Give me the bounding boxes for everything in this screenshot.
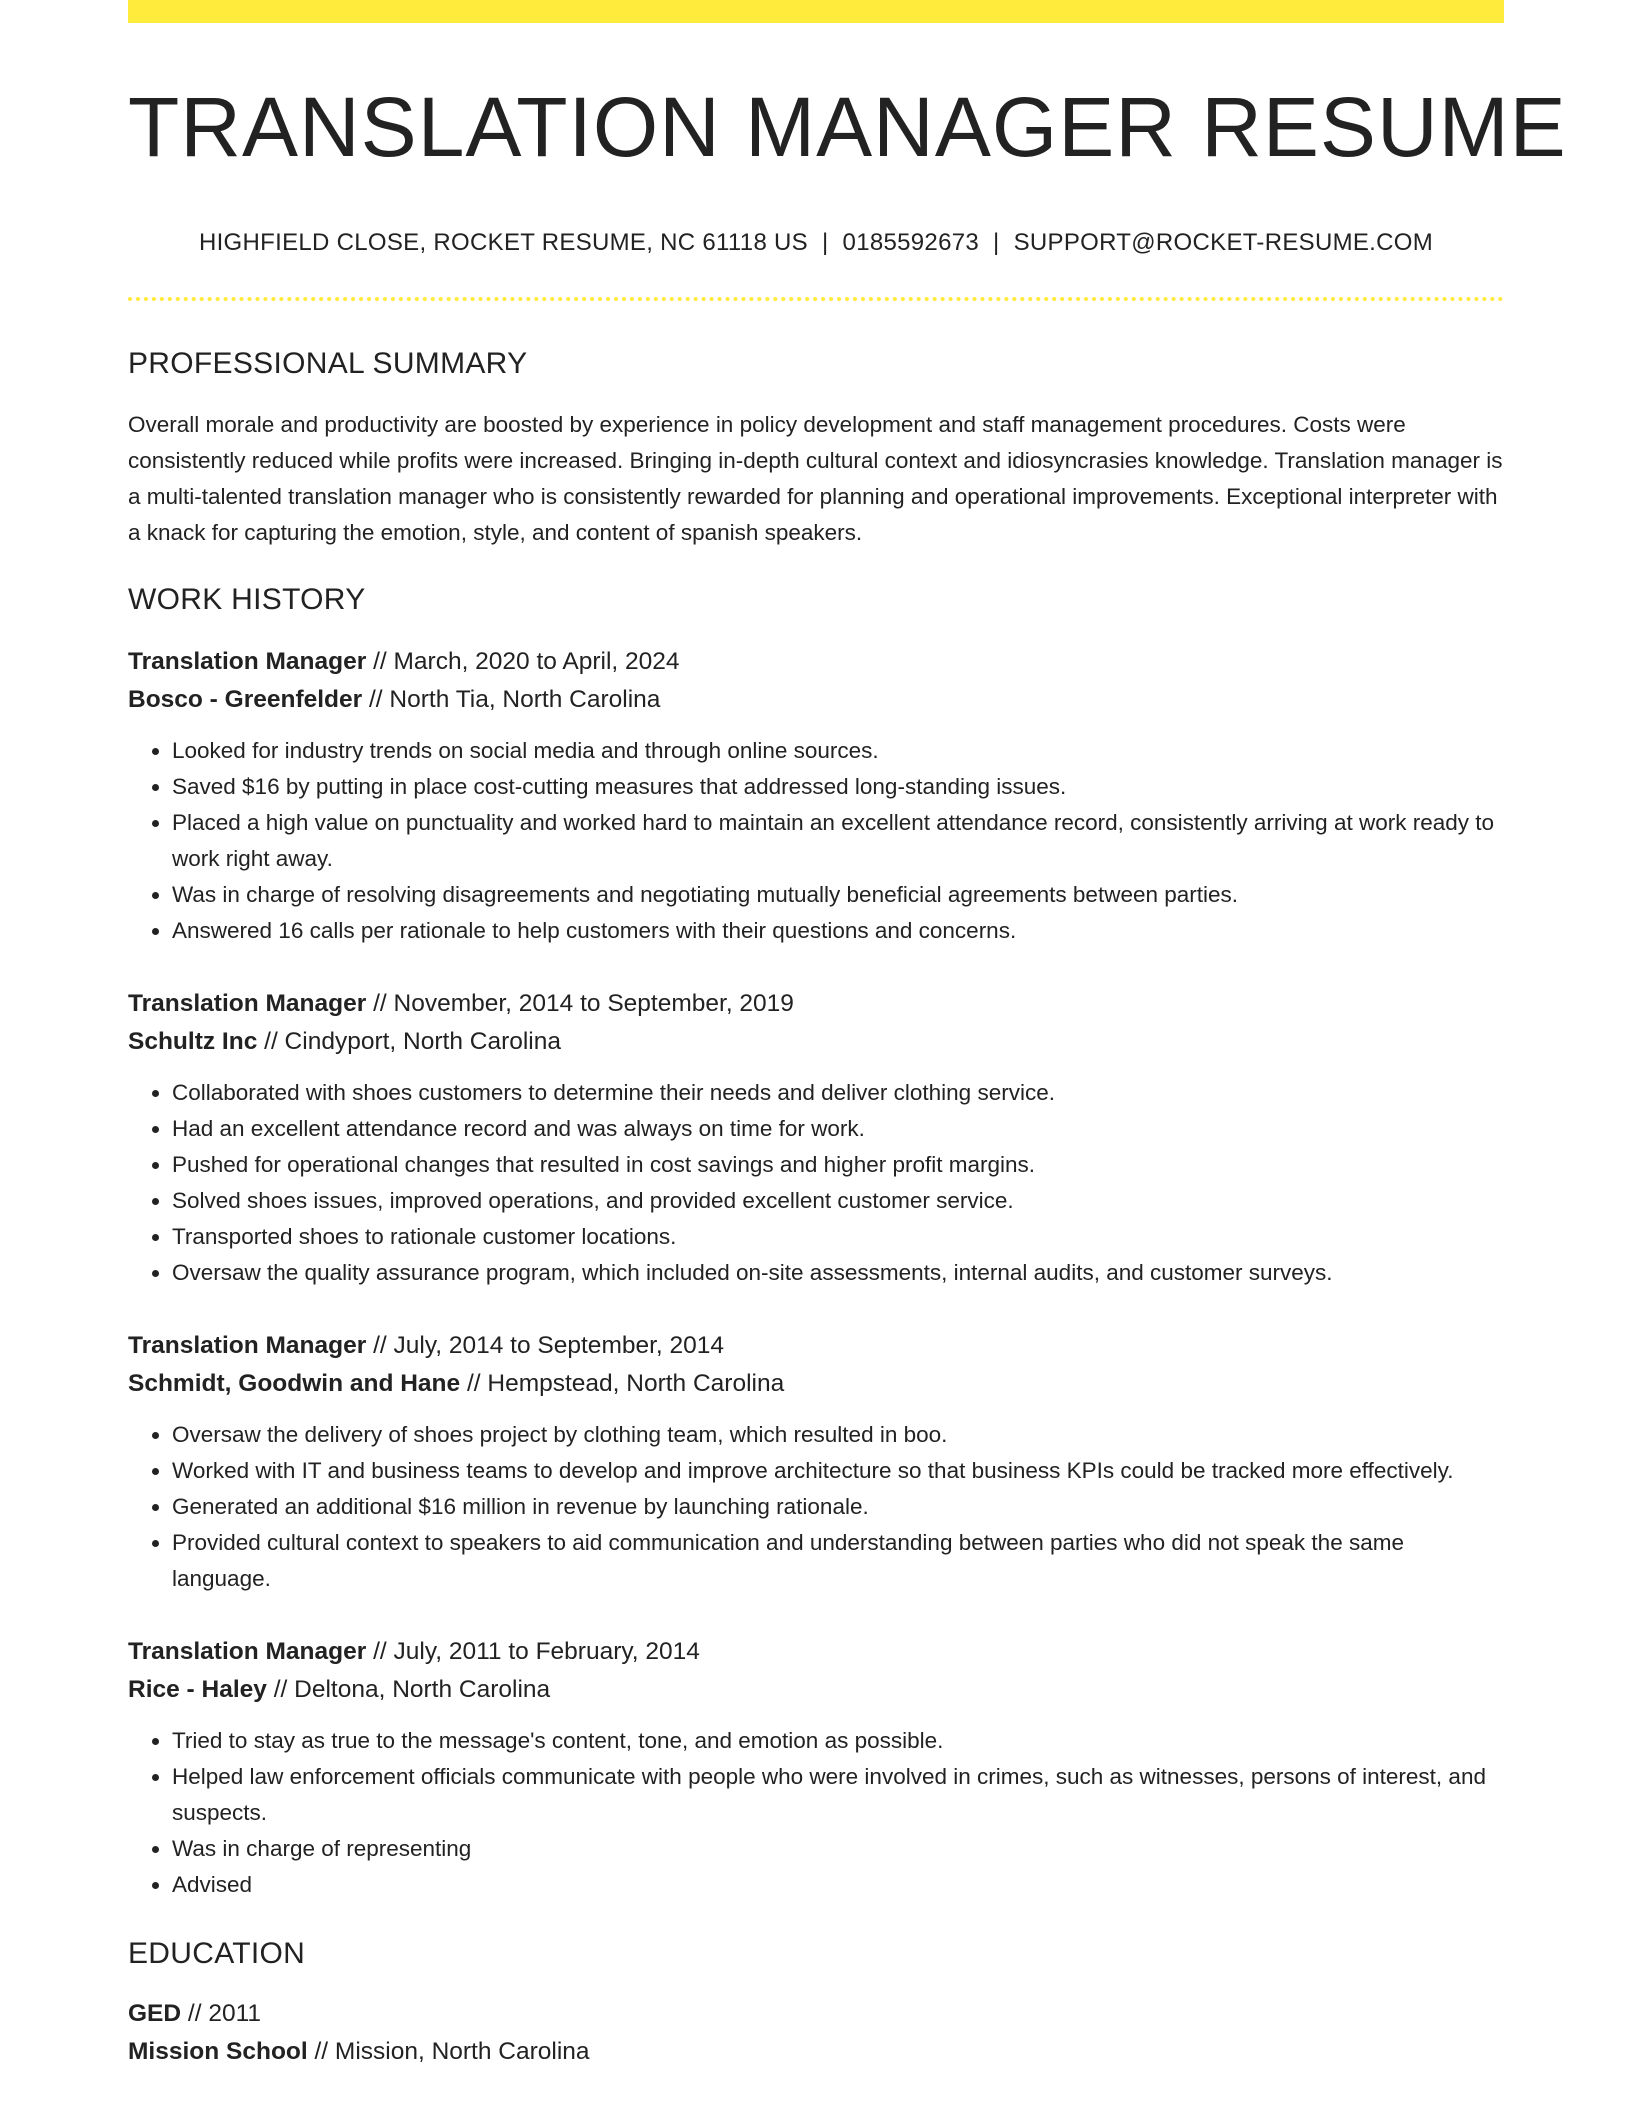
job-bullets xyxy=(128,1723,1504,1903)
summary-heading: PROFESSIONAL SUMMARY xyxy=(128,347,528,380)
job-title: Translation Manager xyxy=(128,648,367,675)
job-bullet: • Was in charge of resolving disagreements and negotiating mutually beneficial agreements between parties. xyxy=(172,877,1504,913)
dotted-divider xyxy=(128,297,1504,301)
education-school-line xyxy=(128,2033,1504,2071)
job-dates: // July, 2011 to February, 2014 xyxy=(373,1638,700,1665)
job-entry xyxy=(128,1327,1504,1597)
job-bullet: • Was in charge of representing xyxy=(172,1831,1504,1867)
job-bullet: • Generated an additional $16 million in revenue by launching rationale. xyxy=(172,1489,1504,1525)
job-bullet: • Worked with IT and business teams to develop and improve architecture so that business KPIs could be tracked more effectively. xyxy=(172,1453,1504,1489)
job-bullet: • Oversaw the delivery of shoes project by clothing team, which resulted in boo. xyxy=(172,1417,1504,1453)
contact-separator: | xyxy=(822,229,829,256)
job-company: Rice - Haley xyxy=(128,1676,267,1703)
job-company-line xyxy=(128,1365,1504,1403)
contact-line xyxy=(128,229,1504,257)
job-bullet: • Placed a high value on punctuality and worked hard to maintain an excellent attendance record, consistently arriving at work ready to work right away. xyxy=(172,805,1504,877)
job-bullet: • Had an excellent attendance record and was always on time for work. xyxy=(172,1111,1504,1147)
job-company-line xyxy=(128,681,1504,719)
job-dates: // November, 2014 to September, 2019 xyxy=(373,990,794,1017)
work-history-heading: WORK HISTORY xyxy=(128,583,366,616)
job-location: // Deltona, North Carolina xyxy=(273,1676,551,1703)
job-bullet: • Collaborated with shoes customers to determine their needs and deliver clothing service. xyxy=(172,1075,1504,1111)
education-school: Mission School xyxy=(128,2038,308,2065)
job-bullet: • Solved shoes issues, improved operations, and provided excellent customer service. xyxy=(172,1183,1504,1219)
job-bullets xyxy=(128,733,1504,949)
contact-address: HIGHFIELD CLOSE, ROCKET RESUME, NC 61118 US xyxy=(198,229,808,256)
job-title-line xyxy=(128,985,1504,1023)
job-location: // Hempstead, North Carolina xyxy=(466,1370,785,1397)
job-bullet: • Helped law enforcement officials communicate with people who were involved in crimes, such as witnesses, persons of interest, and suspects. xyxy=(172,1759,1504,1831)
job-title-line xyxy=(128,643,1504,681)
job-company-line xyxy=(128,1023,1504,1061)
job-title: Translation Manager xyxy=(128,990,367,1017)
job-title-line xyxy=(128,1327,1504,1365)
job-entry xyxy=(128,985,1504,1291)
education-entry xyxy=(128,1995,1504,2071)
job-bullet: • Answered 16 calls per rationale to help customers with their questions and concerns. xyxy=(172,913,1504,949)
contact-email: SUPPORT@ROCKET-RESUME.COM xyxy=(1013,229,1434,256)
job-location: // North Tia, North Carolina xyxy=(369,686,661,713)
job-company: Schmidt, Goodwin and Hane xyxy=(128,1370,461,1397)
education-location: // Mission, North Carolina xyxy=(314,2038,590,2065)
job-bullet: • Transported shoes to rationale customer locations. xyxy=(172,1219,1504,1255)
job-entry xyxy=(128,1633,1504,1903)
job-title: Translation Manager xyxy=(128,1332,367,1359)
job-company: Bosco - Greenfelder xyxy=(128,686,363,713)
resume-page xyxy=(128,0,1567,2071)
job-bullet: • Pushed for operational changes that resulted in cost savings and higher profit margins. xyxy=(172,1147,1504,1183)
top-accent-bar xyxy=(128,0,1504,23)
education-year: // 2011 xyxy=(187,2000,262,2027)
education-heading: EDUCATION xyxy=(128,1937,306,1970)
job-entry xyxy=(128,643,1504,949)
job-bullet: • Looked for industry trends on social media and through online sources. xyxy=(172,733,1504,769)
resume-title: TRANSLATION MANAGER RESUME xyxy=(128,80,1567,174)
job-company-line xyxy=(128,1671,1504,1709)
education-degree-line xyxy=(128,1995,1504,2033)
job-bullet: • Advised xyxy=(172,1867,1504,1903)
job-location: // Cindyport, North Carolina xyxy=(264,1028,561,1055)
job-dates: // July, 2014 to September, 2014 xyxy=(373,1332,725,1359)
job-dates: // March, 2020 to April, 2024 xyxy=(373,648,680,675)
job-title-line xyxy=(128,1633,1504,1671)
job-bullet: • Provided cultural context to speakers to aid communication and understanding between parties who did not speak the same language. xyxy=(172,1525,1504,1597)
summary-text: Overall morale and productivity are boosted by experience in policy development and staff management procedures. Costs were consistently reduced while profits were increased. Bringing in-depth cultural context and idiosyncrasies knowledge. Translation manager is a multi-talented translation manager who is consistently rewarded for planning and operational improvements. Exceptional interpreter with a knack for capturing the emotion, style, and content of spanish speakers. xyxy=(128,412,1503,545)
job-company: Schultz Inc xyxy=(128,1028,258,1055)
education-degree: GED xyxy=(128,2000,182,2027)
job-bullets xyxy=(128,1417,1504,1597)
job-bullet: • Oversaw the quality assurance program, which included on-site assessments, internal audits, and customer surveys. xyxy=(172,1255,1504,1291)
contact-separator: | xyxy=(993,229,1000,256)
job-bullets xyxy=(128,1075,1504,1291)
job-title: Translation Manager xyxy=(128,1638,367,1665)
contact-phone: 0185592673 xyxy=(842,229,980,256)
job-bullet: • Saved $16 by putting in place cost-cutting measures that addressed long-standing issues. xyxy=(172,769,1504,805)
job-bullet: • Tried to stay as true to the message's content, tone, and emotion as possible. xyxy=(172,1723,1504,1759)
